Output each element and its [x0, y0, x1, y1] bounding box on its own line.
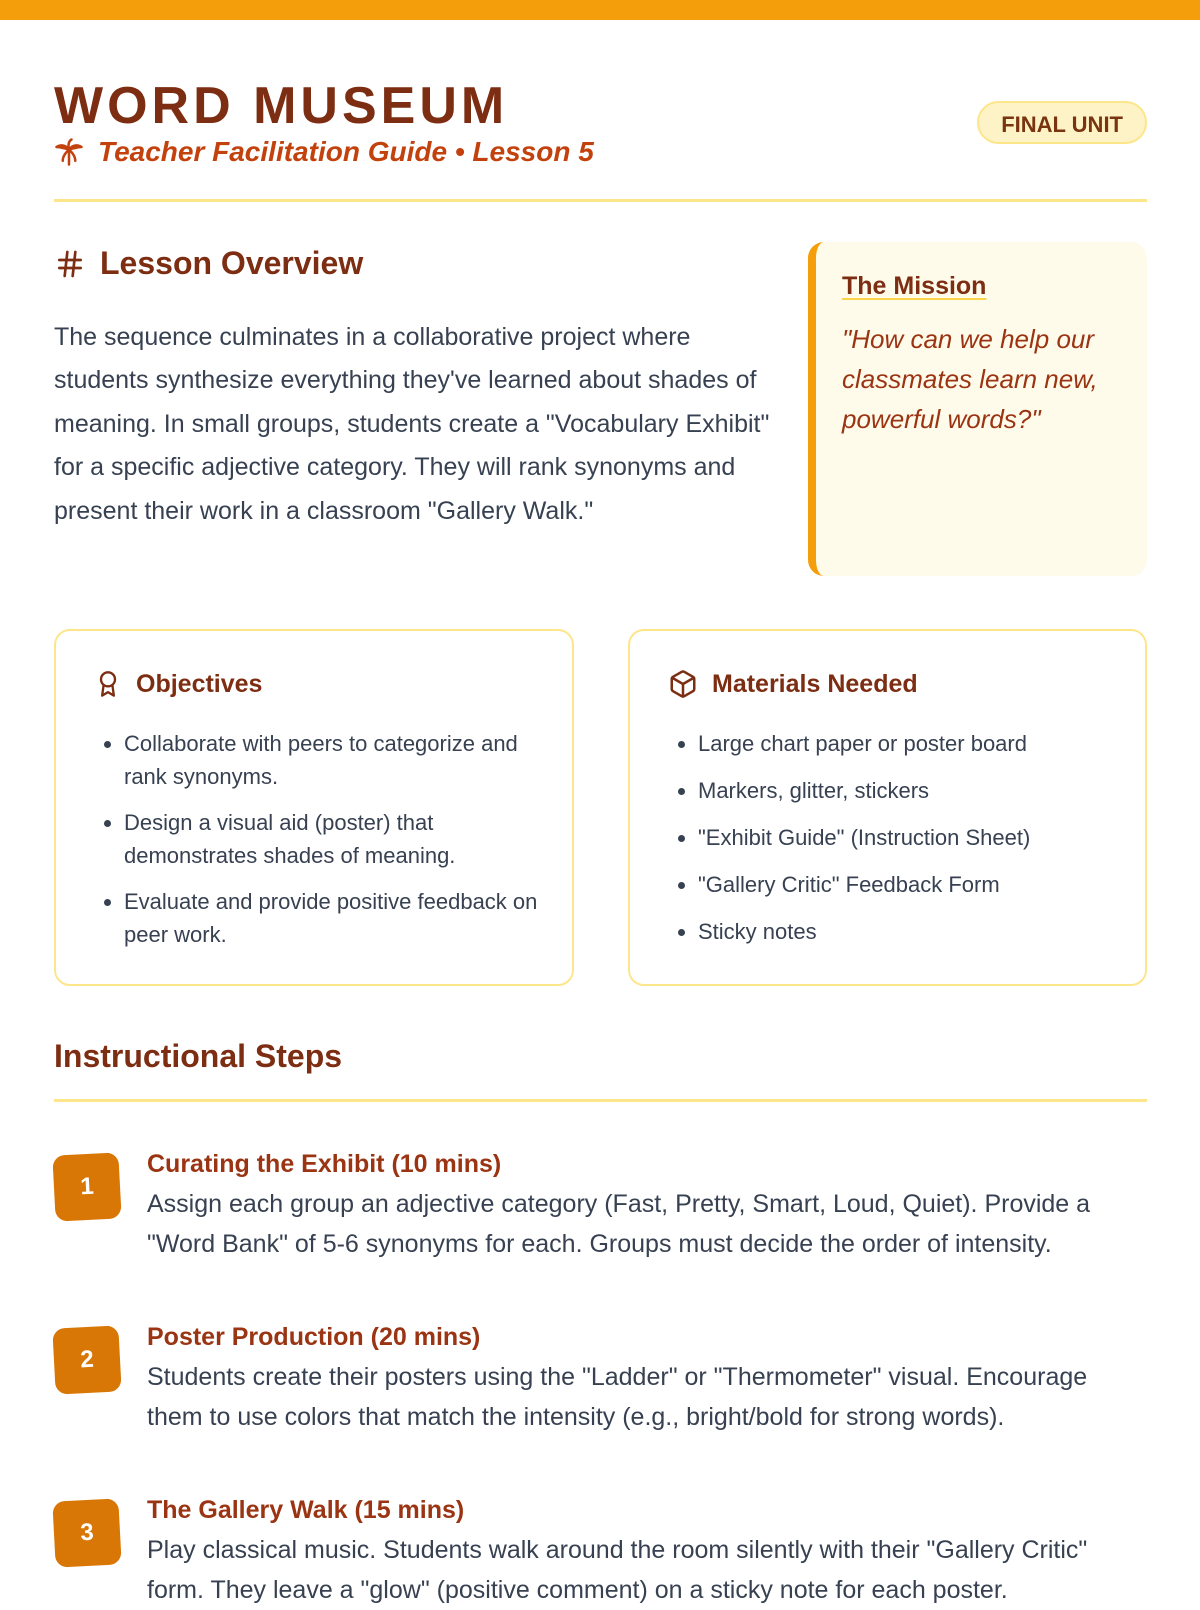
step-number-badge: 3: [52, 1498, 121, 1567]
step-title: Poster Production (20 mins): [147, 1323, 481, 1351]
palm-tree-icon: [54, 137, 84, 167]
materials-heading: [668, 669, 918, 699]
overview-heading: [54, 245, 363, 282]
mission-quote: "How can we help our classmates learn new, powerful words?": [842, 324, 1098, 434]
materials-card: [628, 629, 1147, 986]
objectives-title: Objectives: [136, 669, 263, 698]
material-item: • Sticky notes: [698, 915, 1030, 948]
objective-item: • Design a visual aid (poster) that demonstrates shades of meaning.: [124, 806, 564, 872]
objective-item: • Collaborate with peers to categorize and rank synonyms.: [124, 727, 564, 793]
top-accent-bar: [0, 0, 1200, 20]
page-header: [54, 76, 1147, 202]
material-item: • "Exhibit Guide" (Instruction Sheet): [698, 821, 1030, 854]
mission-callout: [808, 242, 1147, 576]
step-content: [147, 1319, 1147, 1437]
step-number-badge: 2: [52, 1325, 121, 1394]
materials-list: [668, 727, 1030, 962]
hash-icon: [54, 248, 86, 280]
materials-title: Materials Needed: [712, 669, 918, 698]
objectives-heading: [94, 669, 262, 699]
overview-text: The sequence culminates in a collaborative project where students synthesize everything they've learned about shades of meaning. In small groups, students create a "Vocabulary Exhibit" for a specific adjective category. They will rank synonyms and present their work in a classroom "Gallery Walk.": [54, 323, 770, 525]
step-title: Curating the Exhibit (10 mins): [147, 1150, 502, 1178]
material-item: • "Gallery Critic" Feedback Form: [698, 868, 1030, 901]
box-icon: [668, 669, 698, 699]
page-title: WORD MUSEUM: [54, 77, 509, 135]
steps-heading: Instructional Steps: [54, 1038, 1147, 1102]
award-icon: [94, 669, 122, 699]
objectives-list: [94, 727, 564, 964]
step-content: [147, 1492, 1147, 1610]
step-number-badge: 1: [52, 1152, 121, 1221]
step-title: The Gallery Walk (15 mins): [147, 1496, 465, 1524]
objectives-card: [54, 629, 574, 986]
step-description: Play classical music. Students walk around the room silently with their "Gallery Critic" form. They leave a "glow" (positive comment) on a sticky note for each poster.: [147, 1536, 1088, 1604]
subtitle-text: Teacher Facilitation Guide • Lesson 5: [98, 136, 594, 167]
material-item: • Markers, glitter, stickers: [698, 774, 1030, 807]
final-unit-badge: FINAL UNIT: [977, 101, 1147, 144]
step-description: Students create their posters using the "Ladder" or "Thermometer" visual. Encourage them to use colors that match the intensity (e.g., bright/bold for strong words).: [147, 1363, 1088, 1431]
step-content: [147, 1146, 1147, 1264]
step-description: Assign each group an adjective category (Fast, Pretty, Smart, Loud, Quiet). Provide a "Word Bank" of 5-6 synonyms for each. Groups must decide the order of intensity.: [147, 1190, 1091, 1258]
material-item: • Large chart paper or poster board: [698, 727, 1030, 760]
page-subtitle: [54, 135, 594, 169]
overview-title-text: Lesson Overview: [100, 245, 364, 281]
mission-label: The Mission: [842, 272, 987, 300]
objective-item: • Evaluate and provide positive feedback on peer work.: [124, 885, 564, 951]
